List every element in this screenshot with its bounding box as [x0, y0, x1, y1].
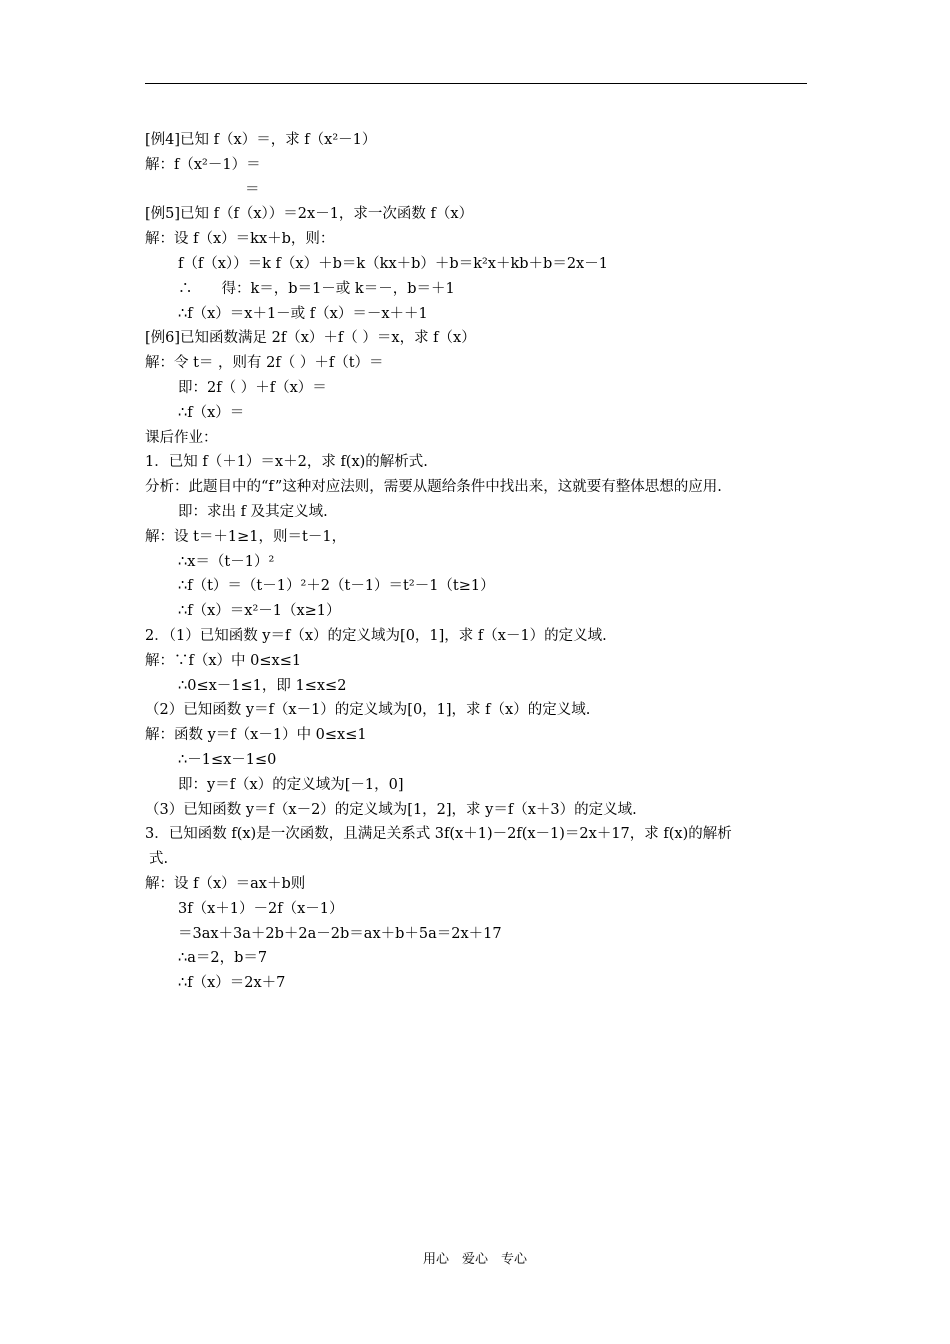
header-rule	[145, 83, 807, 84]
text-line: [例4]已知 f（x）＝，求 f（x²－1）	[145, 132, 377, 148]
text-line: 解：函数 y＝f（x－1）中 0≤x≤1	[145, 727, 367, 744]
text-line: 2．（1）已知函数 y＝f（x）的定义域为[0，1]，求 f（x－1）的定义域.	[145, 627, 607, 644]
text-line: 3．已知函数 f(x)是一次函数，且满足关系式 3f(x＋1)－2f(x－1)＝2x＋17，求 f(x)的解析	[145, 826, 732, 843]
text-line: 即：求出 f 及其定义域.	[178, 503, 328, 520]
text-line: 解：f（x²－1）＝	[145, 156, 261, 173]
page-footer: 用心 爱心 专心	[422, 1252, 527, 1267]
text-line: ∴a＝2，b＝7	[178, 950, 268, 967]
text-line: 解：令 t＝ ，则有 2f（ ）＋f（t）＝	[145, 355, 384, 372]
text-line: ∴0≤x－1≤1，即 1≤x≤2	[178, 677, 347, 694]
document-body	[145, 128, 807, 996]
text-line: 课后作业：	[145, 429, 218, 446]
text-line: 3f（x＋1）－2f（x－1）	[178, 900, 344, 917]
text-line: 即：2f（ ）＋f（x）＝	[178, 379, 327, 396]
text-line: （3）已知函数 y＝f（x－2）的定义域为[1，2]，求 y＝f（x＋3）的定义域.	[145, 801, 637, 818]
text-line: ∴－1≤x－1≤0	[178, 751, 277, 768]
text-line: 1．已知 f（＋1）＝x＋2，求 f(x)的解析式.	[145, 454, 428, 471]
text-line: ∴f（t）＝（t－1）²＋2（t－1）＝t²－1（t≥1）	[178, 578, 495, 595]
text-line: [例5]已知 f（f（x））＝2x－1，求一次函数 f（x）	[145, 206, 474, 223]
text-line: 即：y＝f（x）的定义域为[－1，0]	[178, 776, 404, 793]
text-line: 解：设 t＝＋1≥1，则＝t－1，	[145, 528, 347, 545]
text-line: 式.	[149, 851, 169, 868]
text-line: f（f（x））＝k f（x）＋b＝k（kx＋b）＋b＝k²x＋kb＋b＝2x－1	[178, 255, 608, 272]
text-line: ∴f（x）＝	[178, 404, 245, 421]
text-line: [例6]已知函数满足 2f（x）＋f（ ）＝x，求 f（x）	[145, 330, 476, 347]
text-line: ＝	[245, 181, 260, 198]
text-line: ＝3ax＋3a＋2b＋2a－2b＝ax＋b＋5a＝2x＋17	[178, 925, 502, 942]
text-line: 分析：此题目中的“f”这种对应法则，需要从题给条件中找出来，这就要有整体思想的应用.	[145, 479, 722, 496]
text-line: ∴x＝（t－1）²	[178, 553, 275, 570]
text-line: ∴f（x）＝2x＋7	[178, 975, 286, 992]
text-line: 解：∵f（x）中 0≤x≤1	[145, 652, 302, 669]
text-line: ∴f（x）＝x＋1－或 f（x）＝－x＋＋1	[178, 305, 428, 322]
text-line: 解：设 f（x）＝ax＋b则	[145, 875, 306, 892]
text-line: （2）已知函数 y＝f（x－1）的定义域为[0，1]，求 f（x）的定义域.	[145, 702, 591, 719]
text-line: ∴ 得：k＝，b＝1－或 k＝－，b＝＋1	[178, 280, 455, 297]
text-line: ∴f（x）＝x²－1（x≥1）	[178, 603, 341, 620]
text-line: 解：设 f（x）＝kx＋b，则：	[145, 231, 335, 248]
